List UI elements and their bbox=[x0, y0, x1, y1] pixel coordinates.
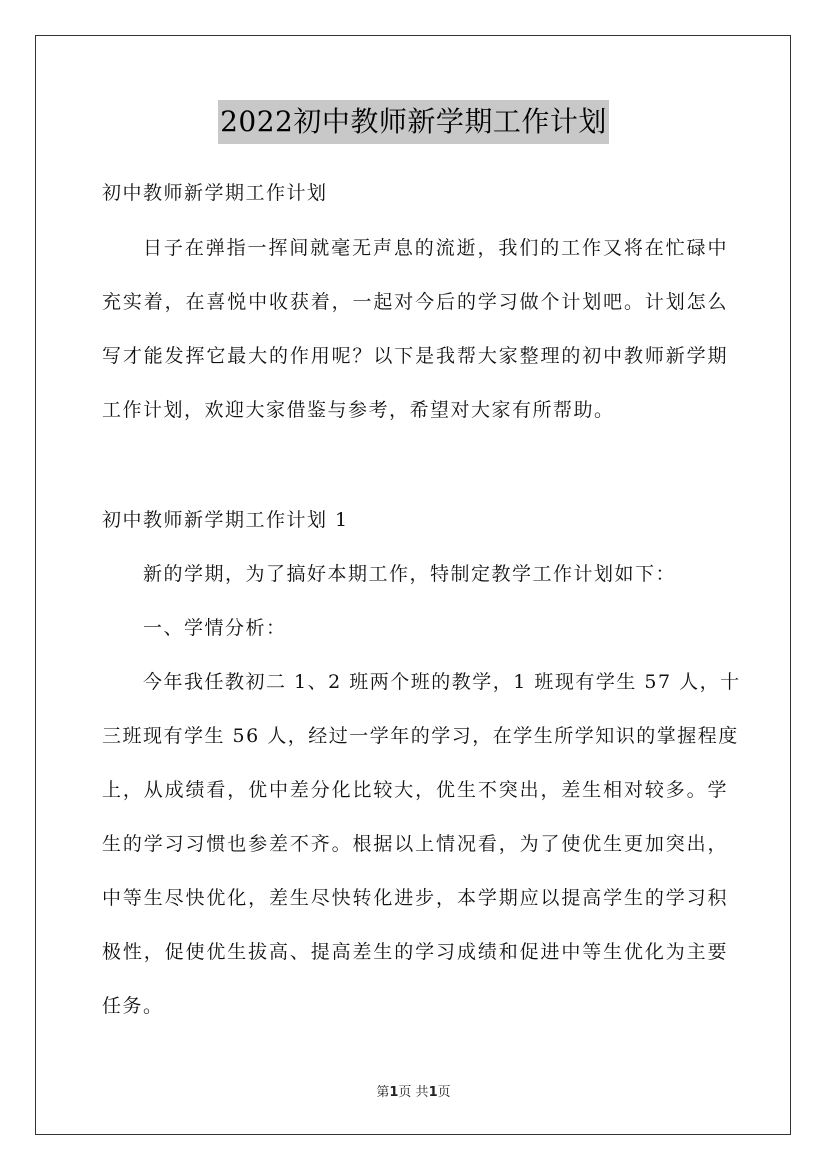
intro-line-4: 工作计划，欢迎大家借鉴与参考，希望对大家有所帮助。 bbox=[102, 399, 615, 421]
intro-line-3: 写才能发挥它最大的作用呢？以下是我帮大家整理的初中教师新学期 bbox=[102, 345, 728, 367]
analysis-line-4: 生的学习习惯也参差不齐。根据以上情况看，为了使优生更加突出， bbox=[102, 833, 728, 855]
analysis-line-5: 中等生尽快优化，差生尽快转化进步，本学期应以提高学生的学习积 bbox=[102, 887, 728, 909]
footer-mid: 页 共 bbox=[398, 1085, 429, 1100]
section-heading-main: 初中教师新学期工作计划 bbox=[102, 182, 328, 204]
footer-page-number: 1 bbox=[389, 1085, 399, 1100]
intro-line-2: 充实着，在喜悦中收获着，一起对今后的学习做个计划吧。计划怎么 bbox=[102, 291, 728, 313]
analysis-line-2: 三班现有学生 56 人，经过一学年的学习，在学生所学知识的掌握程度 bbox=[102, 725, 739, 747]
analysis-line-1: 今年我任教初二 1、2 班两个班的教学，1 班现有学生 57 人，十 bbox=[143, 671, 741, 693]
intro-line-1: 日子在弹指一挥间就毫无声息的流逝，我们的工作又将在忙碌中 bbox=[143, 237, 728, 259]
analysis-line-3: 上，从成绩看，优中差分化比较大，优生不突出，差生相对较多。学 bbox=[102, 779, 728, 801]
page-footer bbox=[0, 1081, 827, 1100]
footer-suffix: 页 bbox=[437, 1085, 451, 1100]
section-heading-plan-1: 初中教师新学期工作计划 1 bbox=[102, 509, 349, 531]
footer-prefix: 第 bbox=[376, 1085, 390, 1100]
analysis-line-7: 任务。 bbox=[102, 995, 164, 1017]
analysis-line-6: 极性，促使优生拔高、提高差生的学习成绩和促进中等生优化为主要 bbox=[102, 941, 728, 963]
paragraph-intro-plan: 新的学期，为了搞好本期工作，特制定教学工作计划如下： bbox=[143, 563, 677, 585]
document-title: 2022初中教师新学期工作计划 bbox=[218, 100, 609, 144]
subsection-heading-analysis: 一、学情分析： bbox=[143, 617, 287, 639]
footer-page-total: 1 bbox=[428, 1085, 438, 1100]
title-container bbox=[0, 100, 827, 144]
